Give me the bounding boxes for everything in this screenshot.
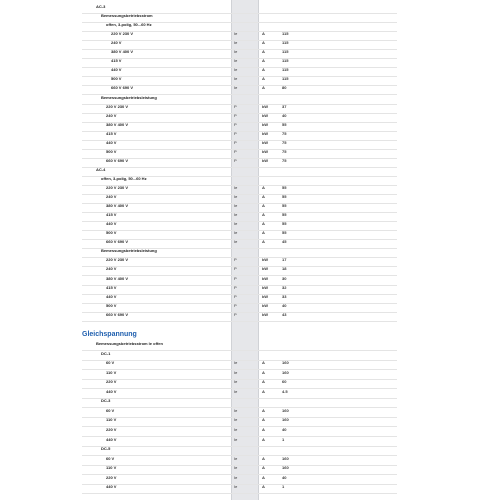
row-val: 40 xyxy=(282,112,287,118)
row-label: 440 V xyxy=(106,388,117,394)
row-sym: Ie xyxy=(234,379,238,385)
row-label: 110 V xyxy=(106,417,117,423)
row-label: 220 V 230 V xyxy=(106,103,129,109)
row-unit: A xyxy=(262,230,265,236)
row-label: 660 V 690 V xyxy=(106,311,129,317)
row-label: 220 V 230 V xyxy=(106,257,129,263)
row-unit: kW xyxy=(262,121,268,127)
row-label: 240 V xyxy=(111,40,122,46)
row-label: 220 V xyxy=(106,426,117,432)
row-sym: Ie xyxy=(234,426,238,432)
row-sym: P xyxy=(234,266,237,272)
row-label: 380 V 400 V xyxy=(106,121,129,127)
row-unit: A xyxy=(262,360,265,366)
row-unit: A xyxy=(262,436,265,442)
row-label: 220 V 230 V xyxy=(106,185,129,190)
row-unit: A xyxy=(262,465,265,471)
row-val: 115 xyxy=(282,49,289,55)
row-sym: Ie xyxy=(234,212,238,218)
row-val: 160 xyxy=(282,369,289,375)
row-unit: A xyxy=(262,40,265,46)
row-val: 18 xyxy=(282,266,287,272)
row-label: Bemessungsbetriebsleistung xyxy=(101,94,157,100)
row-val: 160 xyxy=(282,360,289,366)
row-unit: A xyxy=(262,49,265,55)
row-sym: P xyxy=(234,139,237,145)
row-label: 110 V xyxy=(106,465,117,471)
row-label: DC-3 xyxy=(101,398,111,404)
row-val: 55 xyxy=(282,194,287,200)
row-val: 55 xyxy=(282,212,287,218)
row-sym: P xyxy=(234,275,237,281)
row-label: 240 V xyxy=(106,194,117,200)
row-unit: A xyxy=(262,58,265,64)
row-unit: kW xyxy=(262,275,268,281)
row-label: 60 V xyxy=(106,455,115,461)
row-val: 115 xyxy=(282,40,289,46)
row-rule xyxy=(82,321,397,322)
row-unit: A xyxy=(262,212,265,218)
row-sym: Ie xyxy=(234,455,238,461)
row-label: 440 V xyxy=(106,293,117,299)
row-val: 55 xyxy=(282,230,287,236)
row-unit: kW xyxy=(262,148,268,154)
row-sym: Ie xyxy=(234,369,238,375)
row-label: 500 V xyxy=(106,148,117,154)
row-sym: Ie xyxy=(234,436,238,442)
row-unit: kW xyxy=(262,103,268,109)
row-unit: A xyxy=(262,484,265,490)
row-unit: A xyxy=(262,455,265,461)
row-sym: Ie xyxy=(234,40,238,46)
row-unit: A xyxy=(262,31,265,37)
row-label: AC-4 xyxy=(96,166,106,172)
row-label: DC-5 xyxy=(101,446,111,452)
row-sym: P xyxy=(234,148,237,154)
row-unit: kW xyxy=(262,293,268,299)
row-sym: Ie xyxy=(234,76,238,82)
row-unit: kW xyxy=(262,112,268,118)
row-unit: kW xyxy=(262,257,268,263)
row-val: 55 xyxy=(282,185,287,190)
row-label: 660 V 690 V xyxy=(106,157,129,163)
row-label: 440 V xyxy=(106,484,117,490)
row-val: 40 xyxy=(282,474,287,480)
row-sym: Ie xyxy=(234,484,238,490)
row-sym: P xyxy=(234,121,237,127)
section-title-gleichspannung: Gleichspannung xyxy=(82,331,137,338)
row-unit: A xyxy=(262,426,265,432)
row-val: 32 xyxy=(282,284,287,290)
row-label: 415 V xyxy=(106,130,117,136)
row-val: 160 xyxy=(282,455,289,461)
row-label: offen, 3-polig, 50...60 Hz xyxy=(101,175,147,181)
row-unit: A xyxy=(262,239,265,245)
row-sym: Ie xyxy=(234,360,238,366)
row-val: 75 xyxy=(282,148,287,154)
row-val: 43 xyxy=(282,311,287,317)
row-sym: Ie xyxy=(234,58,238,64)
row-val: 30 xyxy=(282,275,287,281)
row-sym: Ie xyxy=(234,49,238,55)
row-label: 500 V xyxy=(106,230,117,236)
row-label: AC-3 xyxy=(96,4,106,9)
row-label: 660 V 690 V xyxy=(111,85,134,91)
row-sym: P xyxy=(234,302,237,308)
row-val: 115 xyxy=(282,31,289,37)
row-label: 415 V xyxy=(106,212,117,218)
row-rule xyxy=(82,493,397,494)
row-val: 40 xyxy=(282,426,287,432)
row-sym: Ie xyxy=(234,407,238,413)
row-label: 415 V xyxy=(111,58,122,64)
row-label: 220 V 230 V xyxy=(111,31,134,37)
row-sym: P xyxy=(234,130,237,136)
row-label: DC-1 xyxy=(101,350,111,356)
row-sym: Ie xyxy=(234,239,238,245)
table-row xyxy=(0,311,500,323)
row-sym: Ie xyxy=(234,67,238,73)
row-unit: A xyxy=(262,203,265,209)
row-label: 220 V xyxy=(106,474,117,480)
row-label: 440 V xyxy=(106,139,117,145)
row-label: Bemessungsbetriebsleistung xyxy=(101,248,157,254)
row-val: 60 xyxy=(282,379,287,385)
row-label: 380 V 400 V xyxy=(106,203,129,209)
row-unit: A xyxy=(262,379,265,385)
row-unit: kW xyxy=(262,311,268,317)
row-unit: A xyxy=(262,369,265,375)
row-val: 40 xyxy=(282,302,287,308)
row-unit: A xyxy=(262,417,265,423)
row-val: 160 xyxy=(282,417,289,423)
row-val: 75 xyxy=(282,130,287,136)
row-label: 110 V xyxy=(106,369,117,375)
row-label: 440 V xyxy=(111,67,122,73)
row-unit: kW xyxy=(262,157,268,163)
row-sym: P xyxy=(234,157,237,163)
row-sym: Ie xyxy=(234,194,238,200)
row-label: 60 V xyxy=(106,407,115,413)
row-val: 4.5 xyxy=(282,388,288,394)
row-label: Bemessungsbetriebsstrom xyxy=(101,13,153,19)
row-label: 60 V xyxy=(106,360,115,366)
row-val: 75 xyxy=(282,157,287,163)
row-sym: P xyxy=(234,311,237,317)
row-label: 220 V xyxy=(106,379,117,385)
row-unit: A xyxy=(262,76,265,82)
row-sym: P xyxy=(234,284,237,290)
row-unit: kW xyxy=(262,139,268,145)
row-sym: Ie xyxy=(234,474,238,480)
row-val: 37 xyxy=(282,103,287,109)
row-val: 55 xyxy=(282,203,287,209)
row-sym: Ie xyxy=(234,465,238,471)
row-val: 160 xyxy=(282,465,289,471)
row-unit: A xyxy=(262,85,265,91)
row-unit: kW xyxy=(262,266,268,272)
row-val: 1 xyxy=(282,484,285,490)
row-val: 33 xyxy=(282,293,287,299)
row-unit: A xyxy=(262,388,265,394)
row-sym: P xyxy=(234,103,237,109)
row-unit: kW xyxy=(262,130,268,136)
row-val: 115 xyxy=(282,76,289,82)
row-label: 380 V 400 V xyxy=(111,49,134,55)
row-sym: P xyxy=(234,112,237,118)
row-unit: A xyxy=(262,194,265,200)
row-label: 660 V 690 V xyxy=(106,239,129,245)
row-sym: Ie xyxy=(234,417,238,423)
row-unit: A xyxy=(262,67,265,73)
row-sym: P xyxy=(234,257,237,263)
row-label: 415 V xyxy=(106,284,117,290)
row-sym: Ie xyxy=(234,230,238,236)
row-label: 440 V xyxy=(106,436,117,442)
row-sym: Ie xyxy=(234,388,238,394)
row-val: 45 xyxy=(282,239,287,245)
row-val: 17 xyxy=(282,257,287,263)
row-val: 115 xyxy=(282,67,289,73)
row-unit: kW xyxy=(262,302,268,308)
row-unit: A xyxy=(262,185,265,190)
row-unit: A xyxy=(262,407,265,413)
row-label: 440 V xyxy=(106,221,117,227)
row-val: 80 xyxy=(282,85,287,91)
row-label: 240 V xyxy=(106,266,117,272)
row-sym: P xyxy=(234,293,237,299)
row-sym: Ie xyxy=(234,31,238,37)
row-label: Bemessungsbetriebsstrom Ie offen xyxy=(96,341,163,346)
row-sym: Ie xyxy=(234,85,238,91)
row-label: 500 V xyxy=(111,76,122,82)
table-row xyxy=(0,483,500,495)
row-label: 240 V xyxy=(106,112,117,118)
row-label: 500 V xyxy=(106,302,117,308)
row-val: 55 xyxy=(282,221,287,227)
row-val: 55 xyxy=(282,121,287,127)
row-unit: kW xyxy=(262,284,268,290)
row-val: 160 xyxy=(282,407,289,413)
row-val: 75 xyxy=(282,139,287,145)
row-label: offen, 3-polig, 50...60 Hz xyxy=(106,22,152,28)
row-sym: Ie xyxy=(234,185,238,190)
row-sym: Ie xyxy=(234,221,238,227)
row-label: 380 V 400 V xyxy=(106,275,129,281)
row-unit: A xyxy=(262,474,265,480)
row-val: 1 xyxy=(282,436,285,442)
row-sym: Ie xyxy=(234,203,238,209)
row-unit: A xyxy=(262,221,265,227)
row-val: 115 xyxy=(282,58,289,64)
